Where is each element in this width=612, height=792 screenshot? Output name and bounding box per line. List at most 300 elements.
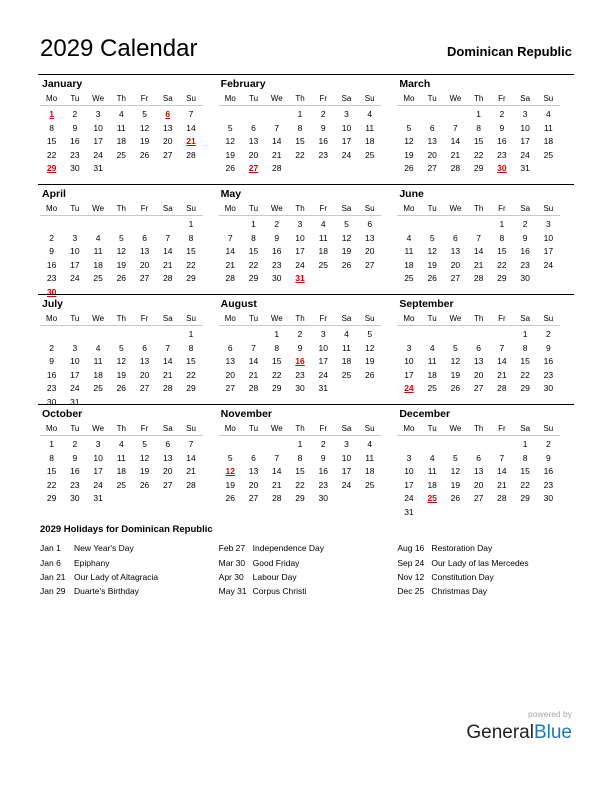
- day-cell: 5: [118, 232, 124, 243]
- day-cell: 18: [427, 369, 437, 380]
- day-cell: 11: [116, 452, 126, 463]
- day-cell: 3: [95, 109, 101, 120]
- week-row: [397, 232, 560, 246]
- weekday-label: Su: [543, 424, 554, 434]
- day-cell: 11: [93, 246, 103, 257]
- weekday-label: Su: [543, 204, 554, 214]
- day-cell: 15: [520, 466, 530, 477]
- day-cell: 20: [163, 136, 173, 147]
- day-cell: 29: [186, 273, 196, 284]
- day-cell: 3: [406, 452, 412, 463]
- day-cell: 24: [341, 479, 352, 490]
- day-cell: 23: [543, 369, 554, 380]
- weekday-label: Th: [116, 204, 126, 214]
- empty-day-cell: [110, 492, 133, 506]
- weekday-label: Fr: [319, 94, 327, 104]
- day-cell: 8: [297, 122, 303, 133]
- holiday-date-cell: 31: [295, 273, 305, 284]
- day-cell: 9: [49, 356, 54, 367]
- day-cell: 25: [93, 383, 103, 394]
- day-cell: 18: [341, 356, 352, 367]
- holiday-item: [219, 559, 396, 568]
- day-cell: 27: [450, 273, 461, 284]
- day-cell: 6: [165, 439, 171, 450]
- weekday-label: Th: [473, 204, 484, 214]
- day-cell: 15: [186, 356, 196, 367]
- empty-day-cell: [490, 506, 513, 520]
- weekday-label: Th: [473, 94, 484, 104]
- day-cell: 26: [139, 149, 150, 160]
- holiday-item-name: Independence Day: [252, 543, 325, 554]
- weekday-label: Sa: [341, 314, 352, 324]
- day-cell: 17: [404, 369, 414, 380]
- day-cell: 26: [450, 383, 461, 394]
- weekday-header-row: [219, 313, 382, 326]
- day-cell: 15: [248, 246, 259, 257]
- holiday-item-date: Jan 1: [40, 543, 61, 554]
- holiday-column: [217, 544, 396, 601]
- weekday-label: Tu: [70, 314, 80, 324]
- weekday-label: Su: [364, 204, 375, 214]
- week-row: [219, 149, 382, 163]
- day-cell: 25: [543, 149, 554, 160]
- empty-day-cell: [467, 218, 490, 232]
- holiday-date-cell: 1: [49, 109, 54, 120]
- day-cell: 7: [165, 342, 171, 353]
- day-cell: 23: [70, 479, 80, 490]
- week-row: [40, 232, 203, 246]
- day-cell: 13: [163, 452, 173, 463]
- day-cell: 19: [116, 369, 127, 380]
- empty-day-cell: [40, 328, 63, 342]
- day-cell: 28: [186, 479, 196, 490]
- day-cell: 13: [163, 122, 173, 133]
- day-cell: 11: [116, 122, 126, 133]
- week-row: [397, 218, 560, 232]
- week-row: [397, 355, 560, 369]
- week-row: [40, 259, 203, 273]
- day-cell: 3: [297, 219, 303, 230]
- weekday-label: Tu: [427, 204, 437, 214]
- day-cell: 27: [163, 479, 173, 490]
- day-cell: 20: [473, 369, 484, 380]
- day-cell: 1: [49, 439, 54, 450]
- day-cell: 5: [142, 439, 147, 450]
- month-april: [38, 184, 217, 297]
- empty-day-cell: [133, 492, 156, 506]
- day-cell: 9: [546, 452, 551, 463]
- weekday-label: Tu: [70, 204, 80, 214]
- holiday-date-cell: 21: [186, 136, 196, 147]
- empty-day-cell: [335, 272, 358, 286]
- empty-day-cell: [444, 328, 467, 342]
- holiday-item: [397, 544, 574, 553]
- month-title: December: [399, 408, 451, 421]
- month-june: [395, 184, 574, 294]
- day-cell: 4: [429, 452, 435, 463]
- day-cell: 11: [543, 122, 553, 133]
- weekday-label: Tu: [70, 424, 80, 434]
- day-cell: 20: [225, 369, 235, 380]
- day-cell: 2: [274, 219, 280, 230]
- day-cell: 31: [318, 383, 328, 394]
- day-cell: 19: [225, 149, 235, 160]
- day-cell: 21: [225, 259, 235, 270]
- day-cell: 27: [473, 383, 484, 394]
- day-cell: 26: [341, 259, 352, 270]
- empty-day-cell: [156, 328, 179, 342]
- weekday-label: Sa: [162, 424, 173, 434]
- weekday-label: Th: [116, 94, 126, 104]
- month-december: [395, 404, 574, 517]
- holiday-item-name: Epiphany: [74, 557, 110, 568]
- holiday-item-date: Sep 24: [397, 557, 425, 568]
- day-cell: 23: [318, 149, 328, 160]
- weekday-label: We: [92, 94, 105, 104]
- day-cell: 9: [320, 452, 326, 463]
- week-row: [40, 162, 203, 176]
- day-cell: 25: [341, 369, 352, 380]
- weekday-header-row: [397, 313, 560, 326]
- day-cell: 24: [520, 149, 530, 160]
- day-cell: 8: [522, 452, 528, 463]
- day-cell: 8: [476, 122, 482, 133]
- weekday-label: Sa: [341, 204, 352, 214]
- page-title: 2029 Calendar: [40, 35, 198, 62]
- day-cell: 15: [46, 466, 57, 477]
- day-cell: 11: [342, 342, 351, 353]
- day-cell: 14: [163, 356, 173, 367]
- day-cell: 28: [225, 273, 235, 284]
- weekday-label: We: [92, 314, 105, 324]
- week-row: [40, 218, 203, 232]
- week-row: [219, 272, 382, 286]
- day-cell: 30: [295, 383, 305, 394]
- holiday-item: [219, 573, 396, 582]
- weekday-label: We: [92, 204, 105, 214]
- day-cell: 13: [364, 232, 375, 243]
- weekday-label: Su: [186, 204, 196, 214]
- month-march: [395, 74, 574, 184]
- empty-day-cell: [179, 492, 202, 506]
- weekday-header-row: [397, 93, 560, 106]
- day-cell: 13: [473, 356, 484, 367]
- day-cell: 30: [70, 163, 80, 174]
- weekday-label: Tu: [248, 204, 259, 214]
- day-cell: 11: [318, 232, 328, 243]
- day-cell: 4: [546, 109, 551, 120]
- day-cell: 21: [473, 259, 484, 270]
- day-cell: 16: [318, 466, 328, 477]
- empty-day-cell: [467, 506, 490, 520]
- week-row: [219, 218, 382, 232]
- month-november: [217, 404, 396, 514]
- empty-day-cell: [219, 328, 242, 342]
- empty-day-cell: [490, 438, 513, 452]
- day-cell: 9: [320, 122, 326, 133]
- day-cell: 13: [225, 356, 235, 367]
- weekday-label: Su: [543, 94, 554, 104]
- holiday-item: [40, 573, 217, 582]
- day-cell: 25: [116, 149, 127, 160]
- day-cell: 6: [142, 232, 147, 243]
- empty-day-cell: [397, 218, 420, 232]
- week-row: [219, 479, 382, 493]
- day-cell: 15: [186, 246, 196, 257]
- month-title: April: [42, 188, 66, 201]
- week-row: [40, 479, 203, 493]
- weekday-label: Th: [116, 424, 126, 434]
- holiday-item-date: Jan 21: [40, 572, 66, 583]
- day-cell: 29: [520, 383, 530, 394]
- week-row: [397, 328, 560, 342]
- empty-day-cell: [397, 108, 420, 122]
- week-row: [397, 506, 560, 520]
- day-cell: 17: [404, 479, 414, 490]
- empty-day-cell: [335, 382, 358, 396]
- day-cell: 31: [93, 163, 103, 174]
- day-cell: 6: [367, 219, 373, 230]
- day-cell: 12: [404, 136, 414, 147]
- holiday-item-date: May 31: [218, 586, 247, 597]
- empty-day-cell: [63, 328, 86, 342]
- day-cell: 23: [520, 259, 530, 270]
- day-cell: 9: [522, 232, 528, 243]
- day-cell: 3: [406, 342, 412, 353]
- day-cell: 19: [341, 246, 352, 257]
- weekday-header-row: [219, 93, 382, 106]
- day-cell: 10: [341, 122, 352, 133]
- week-row: [397, 382, 560, 396]
- brand-blue: Blue: [533, 722, 572, 743]
- day-cell: 8: [297, 452, 303, 463]
- day-cell: 2: [546, 329, 551, 340]
- week-row: [219, 355, 382, 369]
- country-label: Dominican Republic: [447, 44, 572, 60]
- week-row: [219, 135, 382, 149]
- day-cell: 24: [93, 149, 103, 160]
- weekday-label: Fr: [140, 314, 149, 324]
- weekday-label: Su: [186, 94, 196, 104]
- day-cell: 5: [367, 329, 373, 340]
- empty-day-cell: [110, 218, 133, 232]
- day-cell: 25: [318, 259, 328, 270]
- week-row: [219, 465, 382, 479]
- day-cell: 22: [295, 479, 305, 490]
- day-cell: 7: [453, 122, 458, 133]
- day-cell: 24: [318, 369, 328, 380]
- weekday-label: Tu: [70, 94, 80, 104]
- day-cell: 23: [46, 273, 57, 284]
- empty-day-cell: [265, 438, 288, 452]
- day-cell: 18: [318, 246, 328, 257]
- day-cell: 30: [543, 383, 554, 394]
- day-cell: 11: [427, 356, 437, 367]
- week-row: [40, 382, 203, 396]
- day-cell: 20: [248, 149, 259, 160]
- month-title: March: [399, 78, 431, 91]
- day-cell: 12: [139, 452, 150, 463]
- day-cell: 3: [344, 439, 349, 450]
- day-cell: 23: [70, 149, 80, 160]
- week-row: [397, 342, 560, 356]
- day-cell: 9: [72, 452, 78, 463]
- day-cell: 9: [274, 232, 280, 243]
- month-title: August: [220, 298, 257, 311]
- weekday-label: Mo: [224, 94, 236, 104]
- holiday-item: [40, 544, 217, 553]
- day-cell: 25: [404, 273, 414, 284]
- day-cell: 26: [116, 273, 127, 284]
- week-row: [397, 492, 560, 506]
- weekday-header-row: [397, 423, 560, 436]
- holiday-item-name: Good Friday: [252, 557, 300, 568]
- day-cell: 4: [367, 109, 373, 120]
- month-september: [395, 294, 574, 404]
- day-cell: 8: [274, 342, 280, 353]
- day-cell: 23: [272, 259, 282, 270]
- weekday-header-row: [219, 423, 382, 436]
- day-cell: 6: [251, 452, 256, 463]
- day-cell: 28: [272, 163, 282, 174]
- holiday-item-name: Christmas Day: [431, 586, 488, 597]
- month-title: February: [220, 78, 266, 91]
- day-cell: 13: [427, 136, 437, 147]
- day-cell: 17: [70, 259, 80, 270]
- day-cell: 20: [450, 259, 461, 270]
- weekday-label: We: [270, 94, 283, 104]
- weekday-label: Fr: [140, 204, 149, 214]
- day-cell: 30: [318, 493, 328, 504]
- weekday-label: Sa: [162, 94, 173, 104]
- day-cell: 21: [248, 369, 259, 380]
- empty-day-cell: [133, 162, 156, 176]
- day-cell: 24: [70, 273, 80, 284]
- day-cell: 26: [225, 163, 235, 174]
- week-row: [40, 108, 203, 122]
- holiday-item-name: Constitution Day: [431, 572, 494, 583]
- day-cell: 10: [520, 122, 530, 133]
- day-cell: 1: [476, 109, 482, 120]
- weekday-label: Fr: [498, 424, 506, 434]
- day-cell: 16: [46, 369, 57, 380]
- day-cell: 19: [139, 466, 150, 477]
- weekday-label: Fr: [319, 204, 327, 214]
- day-cell: 19: [450, 479, 461, 490]
- day-cell: 31: [70, 396, 80, 407]
- day-cell: 15: [520, 356, 530, 367]
- day-cell: 7: [165, 232, 171, 243]
- empty-day-cell: [358, 272, 381, 286]
- day-cell: 5: [429, 232, 435, 243]
- day-cell: 20: [139, 259, 150, 270]
- holiday-item-date: Aug 16: [397, 543, 425, 554]
- holiday-item-date: Apr 30: [218, 572, 244, 583]
- week-row: [40, 328, 203, 342]
- day-cell: 19: [225, 479, 235, 490]
- weekday-label: Tu: [248, 424, 259, 434]
- month-title: May: [220, 188, 242, 201]
- empty-day-cell: [219, 438, 242, 452]
- month-title: November: [220, 408, 273, 421]
- week-row: [397, 122, 560, 136]
- week-row: [397, 479, 560, 493]
- day-cell: 7: [499, 342, 505, 353]
- empty-day-cell: [335, 492, 358, 506]
- weekday-label: Tu: [427, 424, 437, 434]
- week-row: [219, 108, 382, 122]
- day-cell: 16: [318, 136, 328, 147]
- day-cell: 7: [188, 109, 194, 120]
- empty-day-cell: [421, 108, 444, 122]
- day-cell: 21: [272, 479, 282, 490]
- footer: [466, 709, 572, 744]
- day-cell: 20: [139, 369, 150, 380]
- day-cell: 7: [476, 232, 482, 243]
- weekday-label: Fr: [140, 424, 149, 434]
- week-row: [397, 452, 560, 466]
- day-cell: 14: [497, 356, 507, 367]
- day-cell: 11: [365, 122, 375, 133]
- empty-day-cell: [40, 218, 63, 232]
- weekday-label: Fr: [319, 314, 327, 324]
- holiday-item-date: Nov 12: [397, 572, 425, 583]
- holidays-title: 2029 Holidays for Dominican Republic: [40, 524, 213, 536]
- day-cell: 13: [248, 466, 259, 477]
- day-cell: 18: [93, 259, 103, 270]
- day-cell: 5: [344, 219, 349, 230]
- day-cell: 1: [522, 439, 528, 450]
- weekday-label: Th: [295, 314, 305, 324]
- weekday-label: Fr: [498, 204, 506, 214]
- day-cell: 26: [427, 273, 437, 284]
- day-cell: 27: [248, 493, 259, 504]
- day-cell: 4: [95, 342, 101, 353]
- day-cell: 2: [499, 109, 505, 120]
- empty-day-cell: [397, 328, 420, 342]
- holiday-date-cell: 30: [497, 163, 507, 174]
- weekday-header-row: [40, 423, 203, 436]
- day-cell: 2: [297, 329, 303, 340]
- holiday-item-date: Dec 25: [397, 586, 425, 597]
- week-row: [40, 452, 203, 466]
- empty-day-cell: [444, 108, 467, 122]
- empty-day-cell: [242, 438, 265, 452]
- empty-day-cell: [421, 218, 444, 232]
- day-cell: 17: [341, 466, 352, 477]
- day-cell: 7: [499, 452, 505, 463]
- day-cell: 8: [188, 232, 194, 243]
- week-row: [219, 232, 382, 246]
- day-cell: 5: [227, 122, 233, 133]
- day-cell: 11: [93, 356, 103, 367]
- weekday-header-row: [219, 203, 382, 216]
- day-cell: 28: [163, 273, 173, 284]
- day-cell: 23: [318, 479, 328, 490]
- week-row: [40, 465, 203, 479]
- day-cell: 27: [427, 163, 437, 174]
- day-cell: 2: [72, 109, 78, 120]
- empty-day-cell: [490, 328, 513, 342]
- day-cell: 4: [118, 439, 124, 450]
- day-cell: 20: [248, 479, 259, 490]
- day-cell: 29: [248, 273, 259, 284]
- day-cell: 26: [116, 383, 127, 394]
- weekday-header-row: [40, 203, 203, 216]
- holiday-date-cell: 24: [404, 383, 414, 394]
- month-title: October: [42, 408, 83, 421]
- day-cell: 26: [404, 163, 414, 174]
